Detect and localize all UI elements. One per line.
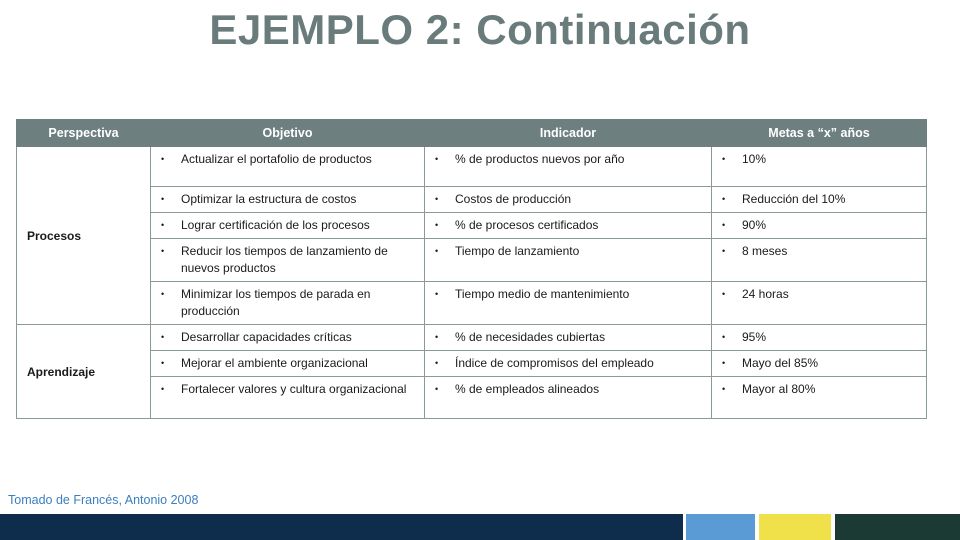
meta-text: 8 meses — [742, 244, 788, 258]
indicador-text: Tiempo medio de mantenimiento — [455, 287, 630, 301]
bullet-icon: • — [435, 194, 439, 204]
slide-title: EJEMPLO 2: Continuación — [209, 6, 751, 53]
meta-text: Reducción del 10% — [742, 192, 846, 206]
objectives-table — [16, 119, 927, 419]
bullet-icon: • — [722, 220, 726, 230]
bullet-icon: • — [435, 332, 439, 342]
header-indicador: Indicador — [425, 120, 712, 147]
meta-cell — [712, 147, 927, 187]
source-citation: Tomado de Francés, Antonio 2008 — [8, 493, 199, 507]
perspective-procesos: Procesos — [17, 147, 151, 325]
objetivo-text: Minimizar los tiempos de parada en producción — [181, 287, 371, 318]
objetivo-cell — [151, 239, 425, 282]
objetivo-cell — [151, 147, 425, 187]
objetivo-cell — [151, 377, 425, 419]
objetivo-cell — [151, 282, 425, 325]
meta-text: Mayo del 85% — [742, 356, 819, 370]
indicador-cell — [425, 187, 712, 213]
footer-blue-block — [686, 514, 755, 540]
objetivo-cell — [151, 213, 425, 239]
bullet-icon: • — [161, 332, 165, 342]
bullet-icon: • — [722, 332, 726, 342]
bullet-icon: • — [722, 194, 726, 204]
bullet-icon: • — [722, 289, 726, 299]
bullet-icon: • — [722, 358, 726, 368]
perspective-aprendizaje: Aprendizaje — [17, 325, 151, 419]
bullet-icon: • — [722, 384, 726, 394]
table-row — [17, 187, 927, 213]
objetivo-text: Reducir los tiempos de lanzamiento de nuevos productos — [181, 244, 388, 275]
bullet-icon: • — [435, 358, 439, 368]
meta-cell — [712, 213, 927, 239]
indicador-cell — [425, 147, 712, 187]
table-row — [17, 147, 927, 187]
meta-cell — [712, 187, 927, 213]
meta-cell — [712, 239, 927, 282]
indicador-text: % de procesos certificados — [455, 218, 599, 232]
bullet-icon: • — [161, 289, 165, 299]
footer-navy-block — [0, 514, 683, 540]
meta-text: 90% — [742, 218, 767, 232]
objetivo-text: Lograr certificación de los procesos — [181, 218, 370, 232]
bullet-icon: • — [161, 246, 165, 256]
objetivo-text: Mejorar el ambiente organizacional — [181, 356, 368, 370]
indicador-cell — [425, 282, 712, 325]
meta-cell — [712, 325, 927, 351]
bullet-icon: • — [435, 246, 439, 256]
objetivo-text: Fortalecer valores y cultura organizacional — [181, 382, 407, 396]
header-perspectiva: Perspectiva — [17, 120, 151, 147]
indicador-cell — [425, 325, 712, 351]
header-metas: Metas a “x” años — [712, 120, 927, 147]
bullet-icon: • — [435, 154, 439, 164]
table-row — [17, 239, 927, 282]
meta-text: 24 horas — [742, 287, 789, 301]
table-row — [17, 213, 927, 239]
indicador-text: Costos de producción — [455, 192, 572, 206]
bullet-icon: • — [722, 246, 726, 256]
table-row — [17, 377, 927, 419]
meta-cell — [712, 282, 927, 325]
indicador-text: % de productos nuevos por año — [455, 152, 625, 166]
objetivo-text: Actualizar el portafolio de productos — [181, 152, 372, 166]
table-row — [17, 325, 927, 351]
table-header-row — [17, 120, 927, 147]
meta-cell — [712, 351, 927, 377]
footer-yellow-block — [759, 514, 831, 540]
bullet-icon: • — [161, 194, 165, 204]
indicador-cell — [425, 377, 712, 419]
indicador-text: Índice de compromisos del empleado — [455, 356, 654, 370]
indicador-cell — [425, 239, 712, 282]
meta-text: 95% — [742, 330, 767, 344]
objetivo-cell — [151, 351, 425, 377]
objetivo-cell — [151, 325, 425, 351]
objetivo-text: Desarrollar capacidades críticas — [181, 330, 352, 344]
footer-bar — [0, 514, 960, 540]
objetivo-cell — [151, 187, 425, 213]
indicador-text: % de empleados alineados — [455, 382, 600, 396]
bullet-icon: • — [722, 154, 726, 164]
bullet-icon: • — [161, 154, 165, 164]
objetivo-text: Optimizar la estructura de costos — [181, 192, 357, 206]
table-row — [17, 351, 927, 377]
table-row — [17, 282, 927, 325]
bullet-icon: • — [161, 220, 165, 230]
indicador-text: Tiempo de lanzamiento — [455, 244, 580, 258]
bullet-icon: • — [161, 384, 165, 394]
bullet-icon: • — [435, 289, 439, 299]
footer-dark-block — [835, 514, 960, 540]
header-objetivo: Objetivo — [151, 120, 425, 147]
indicador-cell — [425, 351, 712, 377]
bullet-icon: • — [435, 384, 439, 394]
meta-text: 10% — [742, 152, 767, 166]
meta-cell — [712, 377, 927, 419]
bullet-icon: • — [161, 358, 165, 368]
bullet-icon: • — [435, 220, 439, 230]
meta-text: Mayor al 80% — [742, 382, 816, 396]
indicador-text: % de necesidades cubiertas — [455, 330, 606, 344]
indicador-cell — [425, 213, 712, 239]
